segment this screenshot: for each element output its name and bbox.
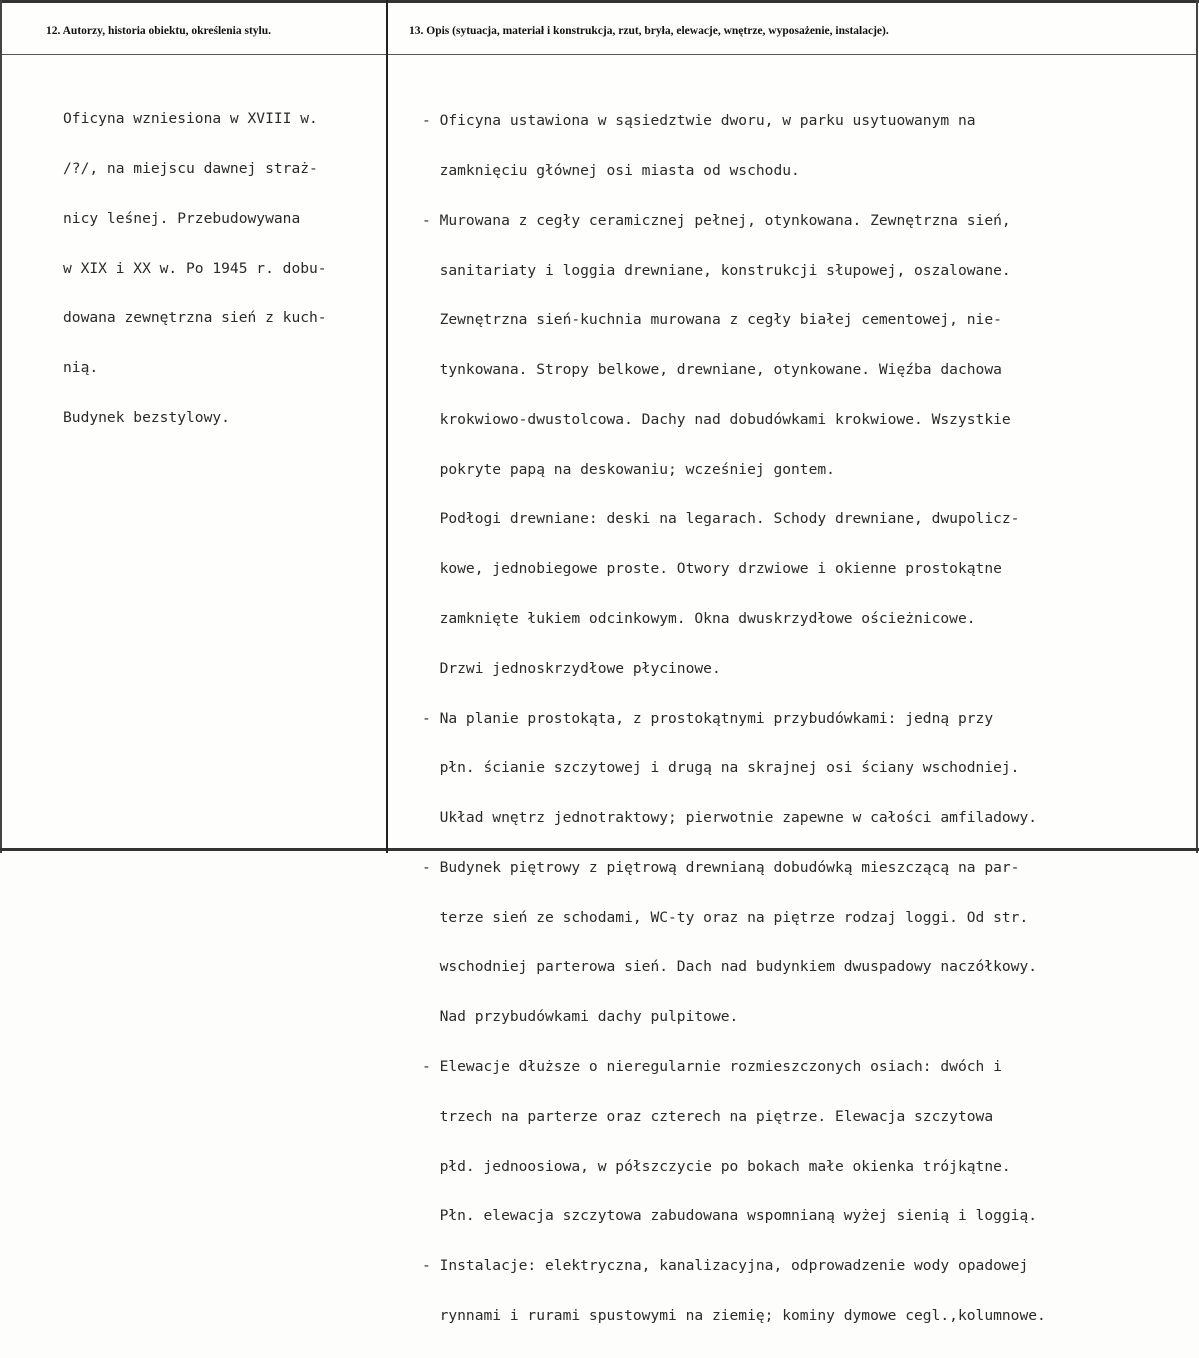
- description-line: krokwiowo-dwustolcowa. Dachy nad dobudówkami krokwiowe. Wszystkie: [422, 410, 1011, 428]
- description-line: zamknięte łukiem odcinkowym. Okna dwuskrzydłowe ościeżnicowe.: [422, 610, 976, 627]
- left-section-heading: 12. Autorzy, historia obiektu, określenia stylu.: [46, 25, 272, 37]
- history-line: Budynek bezstylowy.: [63, 408, 230, 426]
- description-line: tynkowana. Stropy belkowe, drewniane, otynkowane. Więźba dachowa: [422, 361, 1002, 379]
- description-line: wschodniej parterowa sień. Dach nad budynkiem dwuspadowy naczółkowy.: [422, 958, 1038, 976]
- description-line: pokryte papą na deskowaniu; wcześniej gontem.: [422, 460, 835, 478]
- history-line: nicy leśnej. Przebudowywana: [63, 209, 301, 227]
- description-line: - Instalacje: elektryczna, kanalizacyjna, odprowadzenie wody opadowej: [422, 1257, 1029, 1275]
- description-line: sanitariaty i loggia drewniane, konstrukcji słupowej, oszalowane.: [422, 261, 1011, 279]
- description-line: trzech na parterze oraz czterech na piętrze. Elewacja szczytowa: [422, 1107, 994, 1125]
- right-section-heading: 13. Opis (sytuacja, materiał i konstrukcja, rzut, bryła, elewacje, wnętrze, wyposażenie, instalacje).: [409, 25, 889, 37]
- description-line: - Elewacje dłuższe o nieregularnie rozmieszczonych osiach: dwóch i: [422, 1058, 1002, 1076]
- description-line: - Murowana z cegły ceramicznej pełnej, otynkowana. Zewnętrzna sień,: [422, 211, 1011, 229]
- description-text-block: [422, 80, 1046, 1358]
- description-line: Płn. elewacja szczytowa zabudowana wspomnianą wyżej sienią i loggią.: [422, 1207, 1038, 1225]
- description-line: Podłogi drewniane: deski na legarach. Schody drewniane, dwupolicz-: [422, 510, 1020, 528]
- history-line: w XIX i XX w. Po 1945 r. dobu-: [63, 259, 327, 277]
- description-line: Drzwi jednoskrzydłowe płycinowe.: [422, 659, 721, 677]
- history-line: /?/, na miejscu dawnej straż-: [63, 159, 318, 177]
- left-header-rule: [2, 54, 386, 55]
- frame-right-border: [1196, 0, 1198, 853]
- column-divider: [386, 0, 388, 853]
- frame-left-border: [0, 0, 2, 853]
- description-line: Układ wnętrz jednotraktowy; pierwotnie zapewne w całości amfiladowy.: [422, 809, 1038, 827]
- history-text-block: [63, 78, 327, 460]
- right-header-rule: [388, 54, 1196, 55]
- description-line: kowe, jednobiegowe proste. Otwory drzwiowe i okienne prostokątne: [422, 560, 1002, 578]
- description-line: - Budynek piętrowy z piętrową drewnianą dobudówką mieszczącą na par-: [422, 858, 1020, 876]
- description-line: rynnami i rurami spustowymi na ziemię; kominy dymowe cegl.,kolumnowe.: [422, 1306, 1046, 1324]
- description-line: płd. jednoosiowa, w półszczycie po bokach małe okienka trójkątne.: [422, 1157, 1011, 1175]
- frame-top-border: [0, 0, 1199, 3]
- description-line: - Na planie prostokąta, z prostokątnymi przybudówkami: jedną przy: [422, 709, 994, 727]
- description-line: - Oficyna ustawiona w sąsiedztwie dworu, w parku usytuowanym na: [422, 112, 976, 130]
- description-line: terze sień ze schodami, WC-ty oraz na piętrze rodzaj loggi. Od str.: [422, 908, 1029, 926]
- history-line: dowana zewnętrzna sień z kuch-: [63, 309, 327, 327]
- history-line: Oficyna wzniesiona w XVIII w.: [63, 110, 318, 128]
- description-line: Zewnętrzna sień-kuchnia murowana z cegły białej cementowej, nie-: [422, 311, 1002, 329]
- history-line: nią.: [63, 359, 99, 377]
- description-line: płn. ścianie szczytowej i drugą na skrajnej osi ściany wschodniej.: [422, 759, 1020, 777]
- description-line: zamknięciu głównej osi miasta od wschodu.: [422, 161, 800, 179]
- description-line: Nad przybudówkami dachy pulpitowe.: [422, 1008, 739, 1026]
